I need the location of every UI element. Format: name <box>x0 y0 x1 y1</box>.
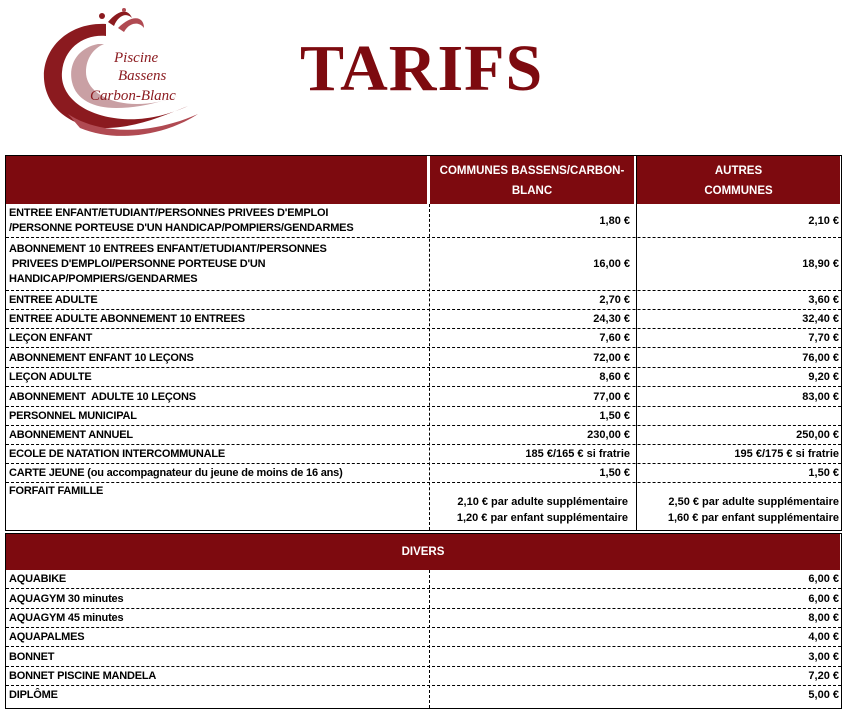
divers-divider <box>429 570 430 708</box>
divers-label: DIPLÔME <box>9 689 58 701</box>
row-label: ENTREE ADULTE <box>9 294 98 306</box>
divers-row <box>6 628 841 647</box>
row-label: ABONNEMENT ENFANT 10 LEÇONS <box>9 352 194 364</box>
row-label: ABONNEMENT ADULTE 10 LEÇONS <box>9 391 196 403</box>
table-header-label-cell <box>6 156 427 204</box>
col-b-line-1: AUTRES <box>714 165 763 177</box>
price-autres: 1,50 € <box>808 467 839 479</box>
row-label: ENTREE ENFANT/ETUDIANT/PERSONNES PRIVEES D'EMPLOI <box>9 207 329 219</box>
price-bassens: 77,00 € <box>593 391 630 403</box>
table-row <box>6 291 841 310</box>
price-bassens: 8,60 € <box>599 371 630 383</box>
row-label: LEÇON ENFANT <box>9 332 93 344</box>
divers-label: BONNET <box>9 651 55 663</box>
page-title: TARIFS <box>300 32 544 105</box>
divers-table <box>5 533 842 709</box>
divers-row <box>6 647 841 667</box>
table-row <box>6 329 841 348</box>
price-bassens: 230,00 € <box>587 429 630 441</box>
divers-label: AQUAPALMES <box>9 631 85 643</box>
divers-price: 6,00 € <box>808 593 839 605</box>
logo-line-2: Bassens <box>118 68 167 84</box>
forfait-bassens-child: 1,20 € par enfant supplémentaire <box>456 512 628 524</box>
price-autres: 3,60 € <box>808 294 839 306</box>
divers-row <box>6 686 841 705</box>
divers-row <box>6 667 841 686</box>
logo-line-1: Piscine <box>114 50 159 66</box>
price-bassens: 185 €/165 € si fratrie <box>525 448 630 460</box>
price-autres: 7,70 € <box>808 332 839 344</box>
price-bassens: 1,50 € <box>599 467 630 479</box>
row-label: LEÇON ADULTE <box>9 371 92 383</box>
table-row <box>6 310 841 329</box>
divers-label: AQUAGYM 30 minutes <box>9 593 124 605</box>
price-autres: 18,90 € <box>802 258 839 270</box>
divers-header <box>6 534 840 570</box>
logo-line-3: Carbon-Blanc <box>90 88 176 104</box>
divers-title: DIVERS <box>401 546 445 558</box>
table-row <box>6 464 841 483</box>
logo <box>28 4 208 144</box>
divers-price: 7,20 € <box>808 670 839 682</box>
divers-price: 8,00 € <box>808 612 839 624</box>
price-bassens: 7,60 € <box>599 332 630 344</box>
table-header-col-a <box>430 156 634 204</box>
table-row <box>6 348 841 368</box>
column-divider-a <box>429 204 430 530</box>
price-bassens: 72,00 € <box>593 352 630 364</box>
table-row <box>6 445 841 464</box>
table-row <box>6 407 841 426</box>
row-label: ABONNEMENT ANNUEL <box>9 429 133 441</box>
divers-price: 4,00 € <box>808 631 839 643</box>
divers-row <box>6 609 841 628</box>
price-bassens: 1,80 € <box>599 215 630 227</box>
divers-price: 6,00 € <box>808 573 839 585</box>
divers-label: BONNET PISCINE MANDELA <box>9 670 157 682</box>
row-label: HANDICAP/POMPIERS/GENDARMES <box>9 273 198 285</box>
price-autres: 195 €/175 € si fratrie <box>734 448 839 460</box>
price-autres: 83,00 € <box>802 391 839 403</box>
price-bassens: 2,70 € <box>599 294 630 306</box>
row-label: CARTE JEUNE (ou accompagnateur du jeune de moins de 16 ans) <box>9 467 343 479</box>
price-autres: 32,40 € <box>802 313 839 325</box>
forfait-autres-adult: 2,50 € par adulte supplémentaire <box>668 496 839 508</box>
col-a-line-1: COMMUNES BASSENS/CARBON- <box>439 165 625 177</box>
table-header-col-b <box>637 156 840 204</box>
tarifs-table <box>5 155 842 531</box>
col-b-line-2: COMMUNES <box>704 185 773 197</box>
table-row-forfait <box>6 483 841 529</box>
table-row <box>6 387 841 407</box>
divers-row <box>6 570 841 589</box>
forfait-autres-child: 1,60 € par enfant supplémentaire <box>667 512 839 524</box>
divers-label: AQUABIKE <box>9 573 67 585</box>
price-autres: 2,10 € <box>808 215 839 227</box>
price-autres: 250,00 € <box>796 429 839 441</box>
row-label: /PERSONNE PORTEUSE D'UN HANDICAP/POMPIERS/GENDARMES <box>9 222 354 234</box>
row-label: ABONNEMENT 10 ENTREES ENFANT/ETUDIANT/PERSONNES <box>9 243 327 255</box>
row-label: PERSONNEL MUNICIPAL <box>9 410 137 422</box>
price-bassens: 1,50 € <box>599 410 630 422</box>
divers-label: AQUAGYM 45 minutes <box>9 612 124 624</box>
table-row <box>6 426 841 445</box>
row-label: ENTREE ADULTE ABONNEMENT 10 ENTREES <box>9 313 245 325</box>
divers-row <box>6 589 841 609</box>
col-a-line-2: BLANC <box>511 185 553 197</box>
price-autres: 9,20 € <box>808 371 839 383</box>
row-label: PRIVEES D'EMPLOI/PERSONNE PORTEUSE D'UN <box>9 258 266 270</box>
row-label: FORFAIT FAMILLE <box>9 485 104 497</box>
price-bassens: 24,30 € <box>593 313 630 325</box>
forfait-bassens-adult: 2,10 € par adulte supplémentaire <box>457 496 628 508</box>
wave-swirl-icon <box>28 4 208 144</box>
column-divider-b <box>636 156 637 530</box>
table-row <box>6 238 841 291</box>
divers-price: 5,00 € <box>808 689 839 701</box>
divers-price: 3,00 € <box>808 651 839 663</box>
price-autres: 76,00 € <box>802 352 839 364</box>
row-label: ECOLE DE NATATION INTERCOMMUNALE <box>9 448 226 460</box>
table-row <box>6 204 841 238</box>
table-row <box>6 368 841 387</box>
price-bassens: 16,00 € <box>593 258 630 270</box>
